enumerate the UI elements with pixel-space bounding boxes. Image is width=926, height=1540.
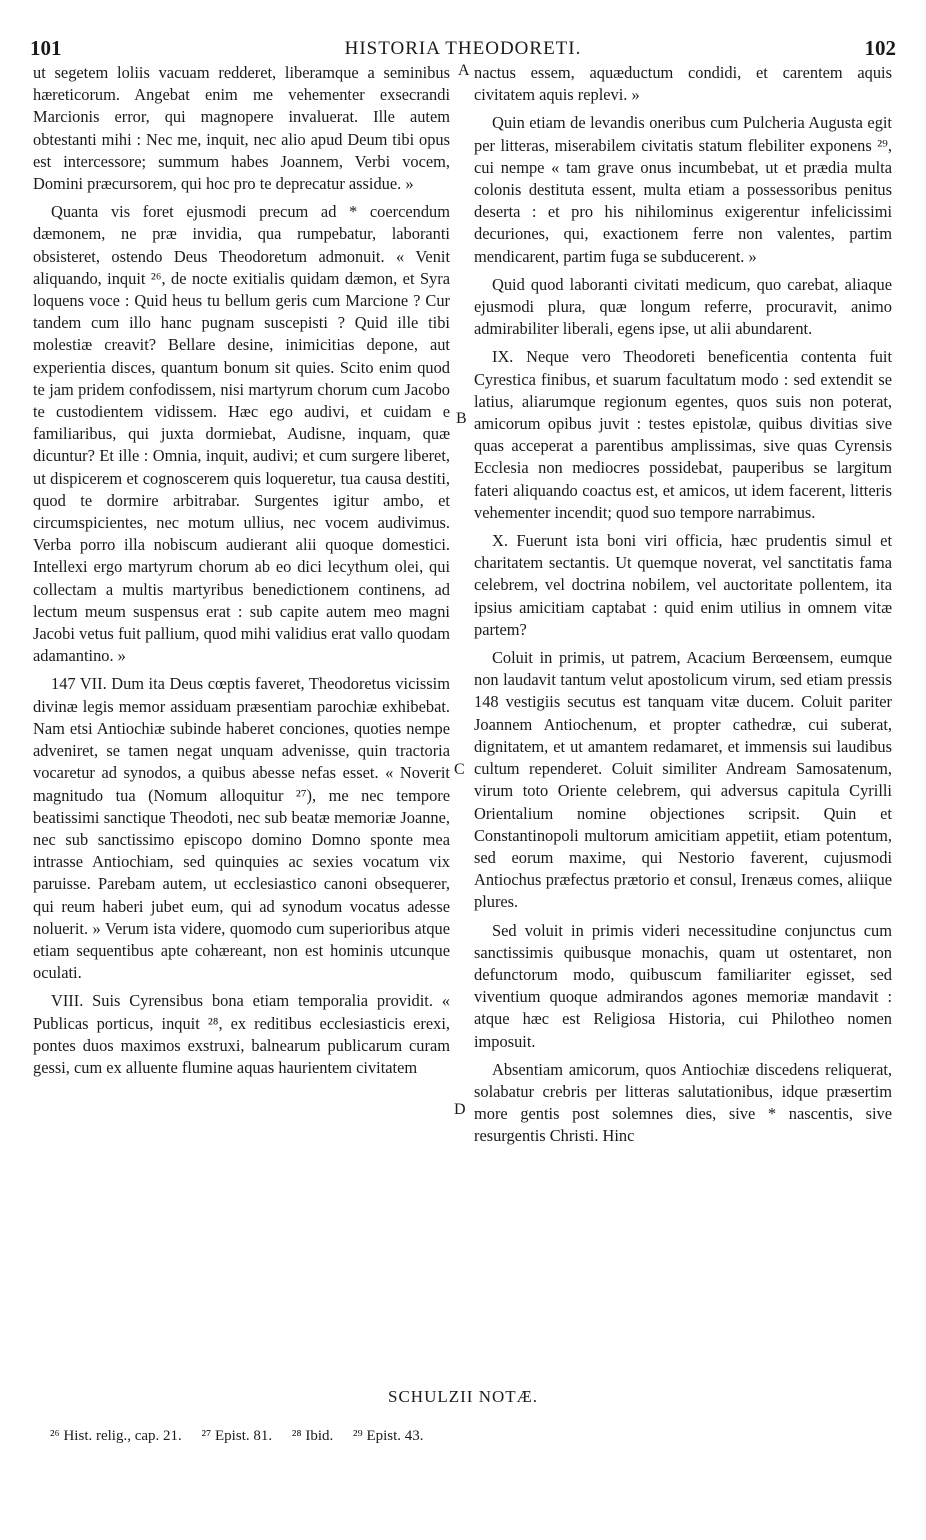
page-number-right: 102 bbox=[864, 36, 896, 60]
paragraph: Absentiam amicorum, quos Antiochiæ discedens reliquerat, solabatur crebris per litteras salutationibus, idque præsertim more gentis post solemnes dies, sive * nascentis, sive resurgentis Christi. Hinc bbox=[474, 1059, 892, 1146]
paragraph: Quin etiam de levandis oneribus cum Pulcheria Augusta egit per litteras, miserabilem civitatis statum flebiliter exponens ²⁹, cui nempe « tam grave onus incumbebat, ut et prædia multa colonis destituta essent, multa etiam a possessoribus penitus deserta : et pro his nihilominus exigerentur infelicissimi decuriones, qui, exactionem ferre non valentes, partim mendicarent, partim fuga se subducerent. » bbox=[474, 113, 892, 266]
paragraph: Quanta vis foret ejusmodi precum ad * coercendum dæmonem, ne præ invidia, qua rumpebatur, laboranti obsisteret, ostendo Deus Theodoretum admonuit. « Venit aliquando, inquit ²⁶, de nocte exitialis quidam dæmon, et Syra loquens voce : Quid heus tu bellum geris cum Marcione ? Cur tandem cum illo hanc pugnam suscepisti ? Quid ille tibi molestiæ creavit? Bellare desine, inimicitias depone, aut experientia disces, quantum bonum sit quies. Scito enim quod te jam pridem confodissem, nisi martyrum chorum cum Jacobo te custodientem vidissem. Hæc ego audivi, et cuidam e familiaribus, qui juxta dormiebat, Audisne, inquam, quæ dicuntur? Et ille : Omnia, inquit, audivi; et cum surgere liberet, ut dispicerem et cognoscerem quis loqueretur, tua causa destiti, quod te dormire arbitrabar. Surgentes igitur ambo, et circumspicientes, nec motum ullius, nec vocem audivimus. Verba porro illa nobiscum audierant alii quoque domestici. Intellexi ergo martyrum chorum ab eo dici lecythum olei, qui collectam a multis martyribus benedictionem continens, ad lectum meum suspensus erat : sub capite autem meo magni Jacobi vetus fuit pallium, quod mihi validius erat vallo quodam adamantino. » bbox=[33, 202, 450, 666]
footnote: ²⁷ Epist. 81. bbox=[201, 1428, 273, 1444]
paragraph: Sed voluit in primis videri necessitudine conjunctus cum sanctissimis quibusque monachis, quam ut ostentaret, non defunctorum modo, quibuscum familiariter egisset, sed viventium quoque admirandos agones memoriæ mandavit : atque hæc est Religiosa Historia, cui Philotheo nomen imposuit. bbox=[474, 920, 892, 1051]
paragraph: Quid quod laboranti civitati medicum, quo carebat, aliaque ejusmodi plura, quæ longum referre, procuravit, animo admirabiliter liberali, egens ipse, ut alii abundarent. bbox=[474, 274, 892, 339]
margin-marker-b: B bbox=[456, 410, 467, 427]
paragraph: 147 VII. Dum ita Deus cœptis faveret, Theodoretus vicissim divinæ legis memor assiduam præsentiam parochiæ exhibebat. Nam etsi Antiochiæ subinde haberet conciones, quoties nempe adveniret, se tamen negat unquam advenisse, quin tractoria vocaretur ad synodos, a quibus abesse nefas esset. « Noverit magnitudo tua (Nomum alloquitur ²⁷), me nec tempore beatissimi sanctique Theodoti, nec sub beatæ memoriæ Joanne, nec sub sanctissimo episcopo domino Domno sponte mea intrasse Antiochiam, sed quinquies ac sexies vocatum vix paruisse. Parebam autem, ut ecclesiastico canoni obsequerer, qui reum haberi jubet eum, qui ad synodum vocatus adesse noluerit. » Verum ista videre, quomodo cum superioribus atque etiam sequentibus apte cohæreant, non est hominis utcunque oculati. bbox=[33, 674, 450, 983]
footnote: ²⁸ Ibid. bbox=[291, 1428, 334, 1444]
margin-marker-a: A bbox=[458, 62, 470, 79]
paragraph: Coluit in primis, ut patrem, Acacium Berœensem, eumque non laudavit tantum velut apostolicum virum, sed etiam pressis 148 vestigiis secutus est tanquam vitæ ducem. Coluit pariter Joannem Antiochenum, et propter cathedræ, cui suberat, dignitatem, et ut amantem redamaret, et immensis sui laudibus cultum rependeret. Coluit similiter Andream Samosatenum, virum toto Oriente celebrem, qui adversus capitula Cyrilli Orientalium nomine objectiones scripsit. Quin et Constantinopoli multorum amicitiam appetiit, etiam potentum, sed eorum maxime, qui Nestorio faverent, cujusmodi Antiochus præfectus prætorio et consul, Irenæus comes, aliique plures. bbox=[474, 648, 892, 912]
margin-marker-d: D bbox=[454, 1101, 466, 1118]
paragraph: X. Fuerunt ista boni viri officia, hæc prudentis simul et charitatem sectantis. Ut quemque noverat, vel sanctitatis fama celebrem, vel doctrina nobilem, vel auctoritate pollentem, ita ipsius amicitiam captabat : quid enim utilius in omnem vitæ partem? bbox=[474, 531, 892, 639]
running-title: HISTORIA THEODORETI. bbox=[344, 38, 582, 59]
paragraph: nactus essem, aquæductum condidi, et carentem aquis civitatem aquis replevi. » bbox=[474, 63, 892, 105]
footnote: ²⁶ Hist. relig., cap. 21. bbox=[50, 1428, 182, 1444]
page-number-left: 101 bbox=[30, 36, 62, 60]
paragraph: IX. Neque vero Theodoreti beneficentia contenta fuit Cyrestica finibus, et suarum facultatum modo : sed extendit se latius, aliarumque regionum egentes, quos suis non poterat, amicorum opibus juvit : testes epistolæ, quibus divitias sive quas acceperat a parentibus amplissimas, sive quas Cyrensis Ecclesia non mediocres possidebat, pauperibus se largitum fateri aliquando coactus est, et amicos, ut idem facerent, litteris vehementer incendit; quod suo tempore narrabimus. bbox=[474, 347, 892, 522]
margin-marker-c: C bbox=[454, 761, 465, 778]
running-header bbox=[30, 36, 896, 64]
paragraph: ut segetem loliis vacuam redderet, liberamque a seminibus hæreticorum. Angebat enim me vehementer exsecrandi Marcionis error, qui magnopere invaluerat. Ille autem obtestanti mihi : Nec me, inquit, nec alio apud Deum tibi opus est intercessore; summum habes Joannem, Verbi vocem, Domini præcursorem, qui hoc pro te deprecatur assidue. » bbox=[33, 63, 450, 194]
footnotes bbox=[50, 1428, 900, 1445]
footnote: ²⁹ Epist. 43. bbox=[353, 1428, 424, 1444]
notes-title: SCHULZII NOTÆ. bbox=[388, 1387, 538, 1406]
paragraph: VIII. Suis Cyrensibus bona etiam temporalia providit. « Publicas porticus, inquit ²⁸, ex reditibus ecclesiasticis erexi, pontes duos maximos exstruxi, balnearum publicarum curam gessi, cum ex alluente flumine aquas haurientem civitatem bbox=[33, 991, 450, 1077]
left-column bbox=[33, 62, 450, 1085]
right-column bbox=[474, 62, 892, 1154]
